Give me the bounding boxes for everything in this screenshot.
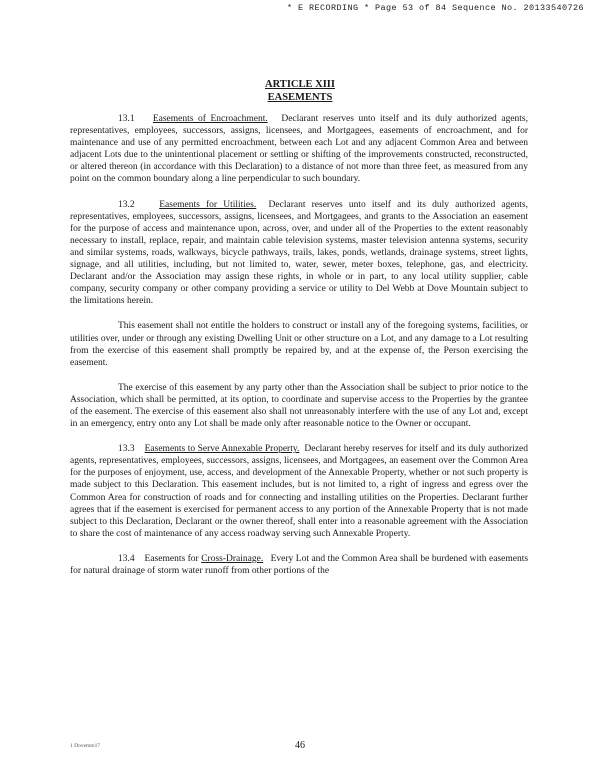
section-13-3 [70,443,528,540]
section-13-2-paragraph-3: The exercise of this easement by any party other than the Association shall be subject to prior notice to the Association, which shall be permitted, at its option, to coordinate and supervise access to the Properties by the grantee of the easement. The exercise of this easement also shall not unreasonably interfere with the use of any Lot and, except in an emergency, entry onto any Lot shall be made only after reasonable notice to the Owner or occupant. [70,382,528,430]
section-text: Declarant hereby reserves for itself and its duly authorized agents, representatives, employees, successors, assigns, licensees, and Mortgagees, an easement over the Common Area for the purposes of enjoyment, use, access, and development of the Annexable Property, whether or not such property is made subject to this Declaration. This easement includes, but is not limited to, a right of ingress and egress over the Common Area for construction of roads and for connecting and installing utilities on the Properties. Declarant further agrees that if the easement is exercised for permanent access to any portion of the Annexable Property that is not made subject to this Declaration, Declarant or the owner thereof, shall enter into a reasonable agreement with the Association to share the cost of maintenance of any access roadway serving such Annexable Property. [70,444,529,539]
article-number: ARTICLE XIII [265,79,335,90]
recording-header: * E RECORDING * Page 53 of 84 Sequence No. 20133540726 [286,3,584,13]
section-13-2-paragraph-2: This easement shall not entitle the holders to construct or install any of the foregoing systems, facilities, or utilities over, under or through any existing Dwelling Unit or other structure on a Lot, and any damage to a Lot resulting from the exercise of this easement shall promptly be repaired by, and at the expense of, the Person exercising the easement. [70,321,528,368]
section-number: 13.3 [118,444,135,455]
section-13-1 [70,113,528,186]
section-heading: Easements to Serve Annexable Property. [144,444,300,455]
footer-document-code: 1 Dovemtn17 [70,743,101,749]
section-heading: Easements of Encroachment. [152,114,268,124]
article-title: EASEMENTS [267,92,333,103]
article-heading [0,78,600,104]
section-number: 13.4 [118,553,135,564]
document-body [70,113,528,590]
section-13-4 [70,553,528,577]
section-text: Every Lot and the Common Area shall be burdened with easements for natural drainage of storm water runoff from other portions of the [70,553,529,576]
section-number: 13.2 [118,199,135,210]
section-text: Declarant reserves unto itself and its duly authorized agents, representatives, employees, successors, assigns, licensees, and Mortgagees, easements of encroachment, and for maintenance and use of any permitted encroachment, between each Lot and any adjacent Common Area and between adjacent Lots due to the unintentional placement or settling or shifting of the improvements constructed, reconstructed, or altered thereon (in accordance with this Declaration) to a distance of not more than three feet, as measured from any point on the common boundary along a line perpendicular to such boundary. [70,114,528,185]
section-13-2 [70,199,528,308]
page-number: 46 [295,740,305,751]
section-number: 13.1 [118,114,135,124]
section-text: Declarant reserves unto itself and its duly authorized agents, representatives, employees, successors, assigns, licensees, and Mortgagees, and grants to the Association an easement for the purpose of access and maintenance upon, across, over, and under all of the Properties to the extent reasonably necessary to install, replace, repair, and maintain cable television systems, master television antenna systems, security and similar systems, roads, walkways, bicycle pathways, trails, lakes, ponds, wetlands, drainage systems, street lights, signage, and all utilities, including, but not limited to, water, sewer, meter boxes, telephone, gas, and electricity. Declarant and/or the Association may assign these rights, in whole or in part, to any local utility supplier, cable company, security company or other company providing a service or utility to Del Webb at Dove Mountain subject to the limitations herein. [70,199,529,307]
section-heading: Easements for Utilities. [159,199,257,210]
section-heading: Cross-Drainage. [201,553,264,564]
section-heading-prefix: Easements for [144,553,199,564]
